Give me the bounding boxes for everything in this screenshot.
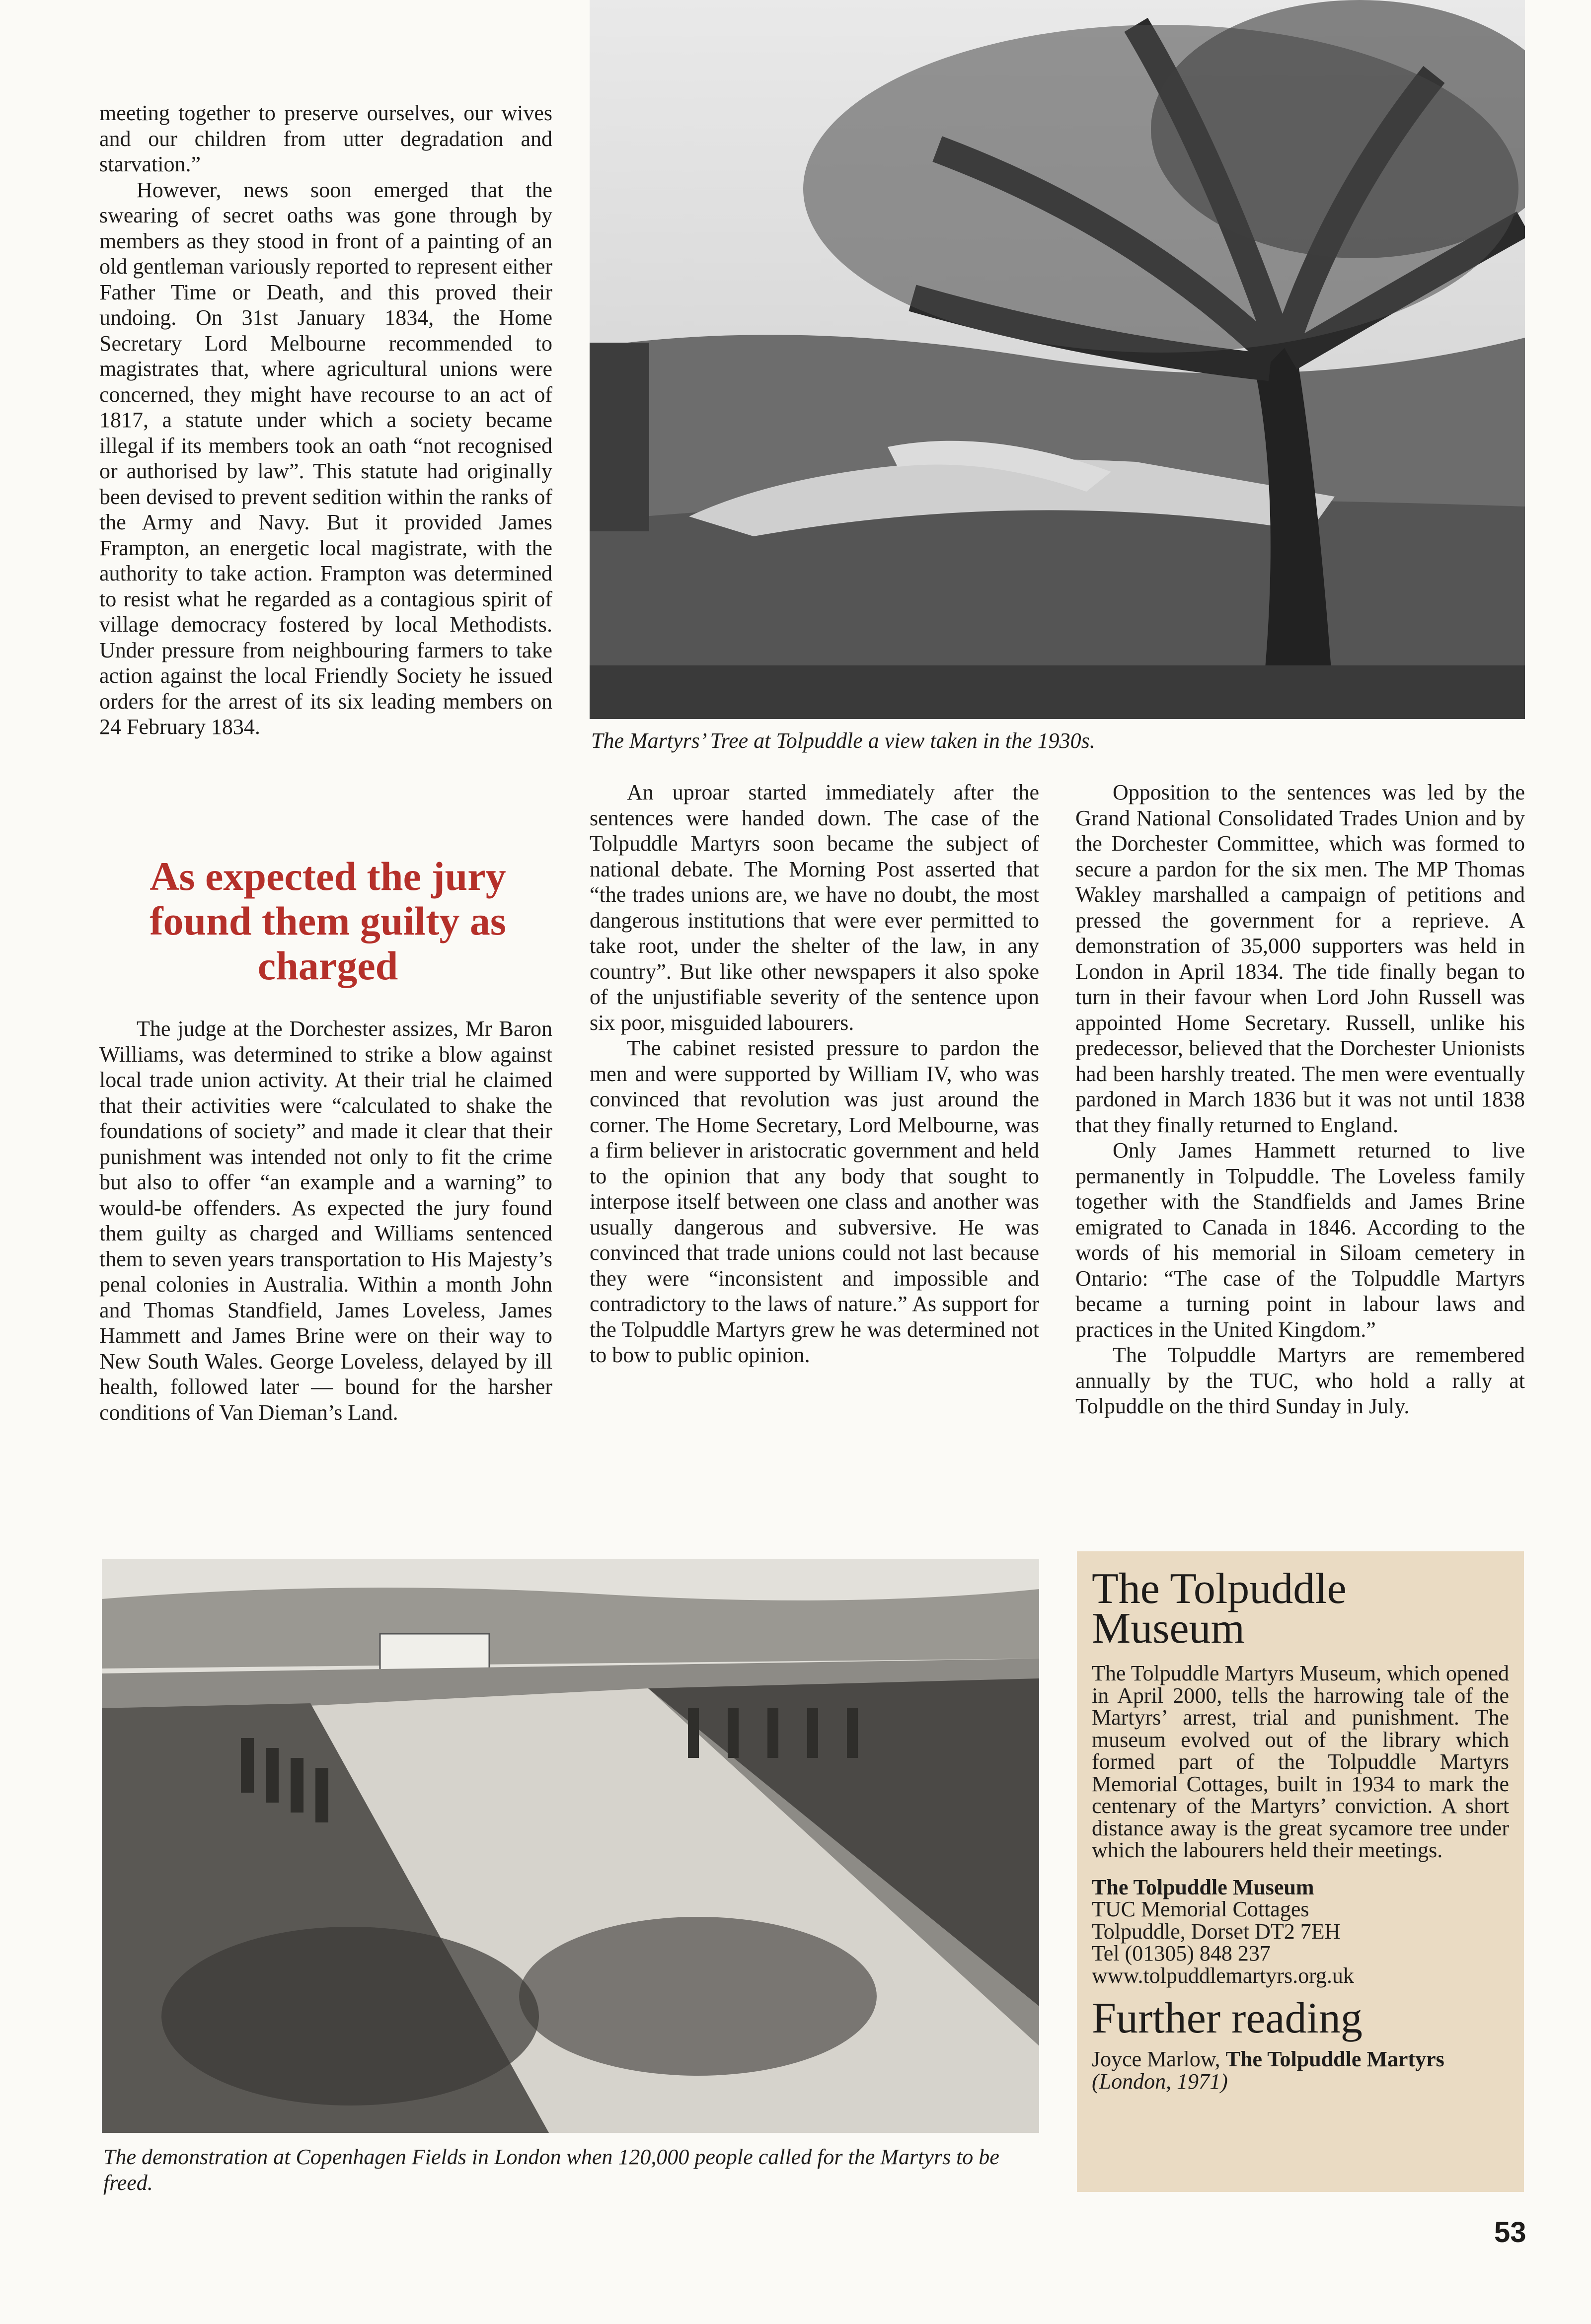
column-right (1075, 780, 1525, 1419)
column-middle (590, 780, 1039, 1368)
pull-quote: As expected the jury found them guilty as charged (150, 854, 506, 988)
paragraph: Only James Hammett returned to live permanently in Tolpuddle. The Loveless family together with the Standfields and James Brine emigrated to Canada in 1846. According to the words of his memorial in Siloam cemetery in Ontario: “The case of the Tolpuddle Martyrs became a turning point in labour laws and practices in the United Kingdom.” (1075, 1138, 1525, 1342)
further-reading-title: Further reading (1092, 1994, 1363, 2042)
tree-photo (590, 0, 1525, 719)
reading-title: The Tolpuddle Martyrs (1225, 2047, 1444, 2071)
paragraph: Opposition to the sentences was led by the Grand National Consolidated Trades Union and by the Dorchester Committee, which was formed to secure a pardon for the six men. The MP Thomas Wakley marshalled a campaign of petitions and pressed the government for a reprieve. A demonstration of 35,000 supporters was held in London in April 1834. The tide finally began to turn in their favour when Lord John Russell was appointed Home Secretary. Russell, unlike his predecessor, believed that the Dorchester Unionists had been harshly treated. The men were eventually pardoned in March 1836 but it was not until 1838 that they finally returned to England. (1075, 780, 1525, 1137)
museum-phone: Tel (01305) 848 237 (1092, 1941, 1271, 1965)
tree-illustration (590, 0, 1525, 719)
museum-address-line: Tolpuddle, Dorset DT2 7EH (1092, 1919, 1341, 1944)
paragraph: The Tolpuddle Martyrs are remembered annually by the TUC, who hold a rally at Tolpuddle on the third Sunday in July. (1075, 1343, 1525, 1418)
column-left-top (99, 100, 552, 740)
paragraph: meeting together to preserve ourselves, our wives and our children from utter degradation and starvation.” (99, 101, 552, 176)
demonstration-engraving (102, 1559, 1039, 2133)
museum-address-line: TUC Memorial Cottages (1092, 1897, 1309, 1921)
museum-box-body: The Tolpuddle Martyrs Museum, which opened in April 2000, tells the harrowing tale of the Martyrs’ arrest, trial and punishment. The museum evolved out of the library which formed part of the Tolpuddle Martyrs Memorial Cottages, built in 1934 to mark the centenary of the Martyrs’ conviction. A short distance away is the great sycamore tree under which the labourers held their meetings. (1092, 1661, 1509, 1862)
museum-info-box (1077, 1551, 1524, 2192)
further-reading-entry (1092, 2048, 1509, 2093)
column-left-bottom (99, 1016, 552, 1425)
paragraph: An uproar started immediately after the sentences were handed down. The case of the Tolpuddle Martyrs soon became the subject of national debate. The Morning Post asserted that “the trades unions are, we have no doubt, the most dangerous institutions that were ever permitted to take root, under the shelter of the law, in any country”. But like other newspapers it also spoke of the unjustifiable severity of the sentence upon six poor, misguided labourers. (590, 780, 1039, 1035)
tree-photo-caption: The Martyrs’ Tree at Tolpuddle a view taken in the 1930s. (591, 728, 1095, 753)
reading-details: (London, 1971) (1092, 2069, 1228, 2094)
demonstration-caption: The demonstration at Copenhagen Fields in London when 120,000 people called for the Martyrs to be freed. (103, 2145, 999, 2195)
page-number: 53 (1494, 2216, 1526, 2249)
paragraph: The cabinet resisted pressure to pardon the men and were supported by William IV, who was convinced that revolution was just around the corner. The Home Secretary, Lord Melbourne, was a firm believer in aristocratic government and held to the opinion that any body that sought to interpose itself between one class and another was usually dangerous and subversive. He was convinced that trade unions could not last because they were “inconsistent and impossible and contradictory to the laws of nature.” As support for the Tolpuddle Martyrs grew he was determined not to bow to public opinion. (590, 1036, 1039, 1367)
museum-address (1092, 1877, 1509, 1987)
museum-address-name: The Tolpuddle Museum (1092, 1875, 1314, 1899)
paragraph: The judge at the Dorchester assizes, Mr Baron Williams, was determined to strike a blow against local trade union activity. At their trial he claimed that their activities were “calculated to shake the foundations of society” and made it clear that their punishment was intended not only to fit the crime but also to offer “an example and a warning” to would-be offenders. As expected the jury found them guilty as charged and Williams sentenced them to seven years transportation to His Majesty’s penal colonies in Australia. Within a month John and Thomas Standfield, James Loveless, James Hammett and James Brine were on their way to New South Wales. George Loveless, delayed by ill health, followed later — bound for the harsher conditions of Van Dieman’s Land. (99, 1017, 552, 1425)
reading-author: Joyce Marlow, (1092, 2047, 1220, 2071)
paragraph: However, news soon emerged that the swearing of secret oaths was gone through by members as they stood in front of a painting of an old gentleman variously reported to represent either Father Time or Death, and this proved their undoing. On 31st January 1834, the Home Secretary Lord Melbourne recommended to magistrates that, where agricultural unions were concerned, they might have recourse to an act of 1817, a statute under which a society became illegal if its members took an oath “not recognised or authorised by law”. This statute had originally been devised to prevent sedition within the ranks of the Army and Navy. But it provided James Frampton, an energetic local magistrate, with the authority to take action. Frampton was determined to resist what he regarded as a contagious spirit of village democracy fostered by local Methodists. Under pressure from neighbouring farmers to take action against the local Friendly Society he issued orders for the arrest of its six leading members on 24 February 1834. (99, 177, 552, 739)
museum-website: www.tolpuddlemartyrs.org.uk (1092, 1963, 1354, 1988)
museum-box-title: The Tolpuddle Museum (1092, 1565, 1347, 1653)
demonstration-illustration (102, 1559, 1039, 2133)
